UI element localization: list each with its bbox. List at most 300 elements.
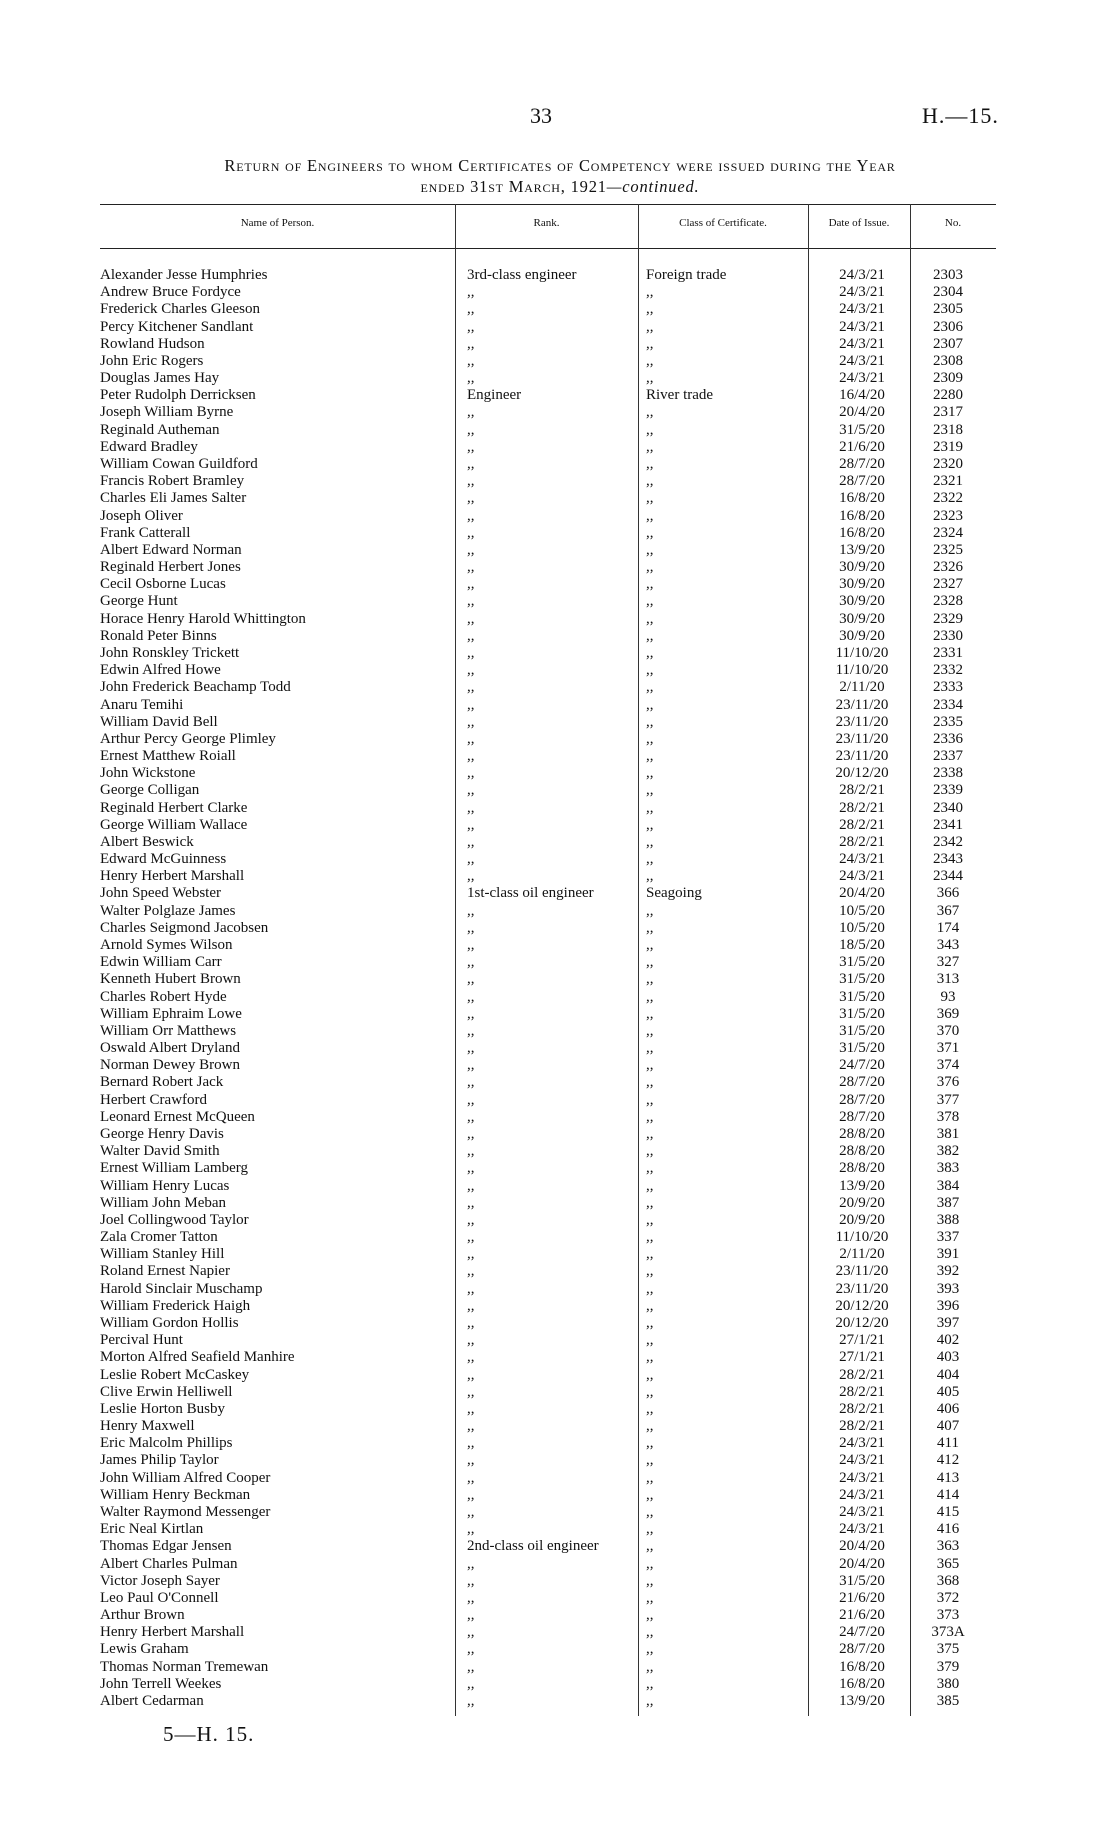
issue-date-cell: 24/3/21 [839,301,885,318]
table-row [100,971,996,988]
issue-date-cell: 16/8/20 [839,1658,885,1675]
issue-date-cell: 24/3/21 [839,267,885,283]
table-row [100,989,996,1006]
table-row [100,834,996,851]
certificate-number-cell: 2324 [933,524,963,541]
issue-date-cell: 23/11/20 [835,1263,889,1280]
person-name: Charles Robert Hyde [100,988,227,1005]
person-name: Walter David Smith [100,1143,220,1160]
issue-date-cell: 28/8/20 [839,1126,885,1142]
issue-date-cell: 11/10/20 [835,662,889,679]
issue-date-cell: 27/1/21 [839,1349,885,1366]
issue-date-cell: 24/3/21 [839,851,885,868]
certificate-number-cell: 414 [936,1486,960,1503]
table-row [100,611,996,628]
rank-cell: ,, [467,593,475,610]
person-name: Arnold Symes Wilson [100,937,233,954]
certificate-class-cell: ,, [646,541,654,558]
issue-date-cell: 20/9/20 [839,1211,885,1228]
certificate-number-cell: 402 [936,1332,960,1349]
table-row [100,1556,996,1573]
certificate-number-cell: 381 [936,1126,960,1142]
table-row [100,576,996,593]
person-name: Joseph Oliver [100,507,183,524]
certificate-class-cell: ,, [646,1400,654,1417]
issue-date-cell: 28/7/20 [839,1091,885,1108]
table-row [100,954,996,971]
person-name: Ronald Peter Binns [100,627,217,644]
person-name: William Orr Matthews [100,1022,237,1039]
person-name: Arthur Percy George Plimley [100,730,276,747]
certificate-class-cell: ,, [646,1263,654,1280]
certificate-number-cell: 373 [936,1607,960,1624]
table-row [100,1281,996,1298]
issue-date-cell: 28/2/21 [839,833,885,850]
certificate-class-cell: ,, [646,1074,654,1091]
table-row [100,301,996,318]
certificate-number-cell: 2325 [933,541,963,558]
certificate-number-cell: 411 [937,1435,959,1452]
table-row [100,1401,996,1418]
table-row [100,697,996,714]
issue-date-cell: 10/5/20 [839,919,885,936]
certificate-class-cell: ,, [646,490,654,507]
certificate-number-cell: 2326 [933,559,963,576]
table-row [100,1384,996,1401]
table-row [100,1246,996,1263]
certificate-number-cell: 376 [936,1074,960,1091]
person-name: Oswald Albert Dryland [100,1040,240,1057]
table-row [100,456,996,473]
certificate-class-cell: ,, [646,662,654,679]
issue-date-cell: 16/8/20 [839,490,885,507]
certificate-number-cell: 2318 [933,421,963,438]
certificate-number-cell: 2319 [933,438,963,455]
title-line-1: Return of Engineers to whom Certificates of Competency were issued during the Year [224,156,896,175]
certificate-class-cell: ,, [646,559,654,576]
certificate-class-cell: ,, [646,1538,654,1555]
certificate-number-cell: 2322 [933,490,963,507]
person-name: Harold Sinclair Muschamp [100,1280,263,1297]
header-no: No. [944,217,962,229]
rank-cell: ,, [467,1143,475,1160]
certificates-table [100,204,996,1716]
certificate-number-cell: 93 [940,988,956,1005]
table-row [100,817,996,834]
issue-date-cell: 21/6/20 [839,438,885,455]
certificate-class-cell: ,, [646,473,654,490]
certificate-number-cell: 2309 [933,370,963,387]
person-name: Leo Paul O'Connell [100,1589,219,1606]
certificate-class-cell: ,, [646,644,654,661]
certificate-number-cell: 2337 [933,748,963,765]
rank-cell: ,, [467,1314,475,1331]
certificate-class-cell: ,, [646,1607,654,1624]
certificate-class-cell: ,, [646,1521,654,1538]
certificate-number-cell: 363 [936,1538,960,1555]
certificate-class-cell: ,, [646,1143,654,1160]
certificate-number-cell: 385 [936,1692,960,1709]
certificate-class-cell: ,, [646,1280,654,1297]
table-row [100,851,996,868]
certificate-class-cell: ,, [646,627,654,644]
certificate-number-cell: 388 [936,1211,960,1228]
certificate-number-cell: 403 [936,1349,960,1366]
issue-date-cell: 20/12/20 [835,1314,889,1331]
issue-date-cell: 10/5/20 [839,902,885,919]
certificate-class-cell: ,, [646,1005,654,1022]
rank-cell: ,, [467,919,475,936]
issue-date-cell: 28/7/20 [839,1074,885,1091]
person-name: Edward McGuinness [100,851,227,868]
certificate-class-cell: ,, [646,868,654,885]
table-row [100,1298,996,1315]
certificate-number-cell: 413 [936,1469,960,1486]
issue-date-cell: 28/8/20 [839,1160,885,1177]
table-row [100,714,996,731]
issue-date-cell: 16/8/20 [839,524,885,541]
certificate-number-cell: 406 [936,1400,960,1417]
table-row [100,1092,996,1109]
certificate-number-cell: 2321 [933,473,963,490]
certificate-class-cell: ,, [646,1314,654,1331]
rank-cell: ,, [467,352,475,369]
person-name: Ernest Matthew Roiall [100,748,236,765]
table-row [100,1143,996,1160]
issue-date-cell: 28/7/20 [839,1108,885,1125]
person-name: Reginald Herbert Jones [100,559,241,576]
issue-date-cell: 28/2/21 [839,1400,885,1417]
rank-cell: ,, [467,1607,475,1624]
issue-date-cell: 20/9/20 [839,1194,885,1211]
person-name: Douglas James Hay [100,370,220,387]
rank-cell: ,, [467,1332,475,1349]
person-name: William Henry Lucas [100,1177,230,1194]
rank-cell: ,, [467,576,475,593]
rank-cell: ,, [467,421,475,438]
person-name: George Hunt [100,593,178,610]
rank-cell: 3rd-class engineer [467,267,577,283]
table-row [100,267,996,284]
certificate-class-cell: ,, [646,816,654,833]
person-name: Eric Malcolm Phillips [100,1435,233,1452]
issue-date-cell: 31/5/20 [839,1005,885,1022]
header-name: Name of Person. [240,217,315,229]
certificate-class-cell: ,, [646,713,654,730]
certificate-class-cell: ,, [646,971,654,988]
certificate-class-cell: ,, [646,1194,654,1211]
issue-date-cell: 30/9/20 [839,627,885,644]
certificate-class-cell: ,, [646,1452,654,1469]
rank-cell: ,, [467,507,475,524]
rank-cell: ,, [467,868,475,885]
table-row [100,1332,996,1349]
issue-date-cell: 2/11/20 [839,1246,885,1263]
rank-cell: ,, [467,1452,475,1469]
certificate-class-cell: ,, [646,1418,654,1435]
table-row [100,593,996,610]
person-name: William Henry Beckman [100,1486,251,1503]
person-name: Albert Charles Pulman [100,1555,238,1572]
person-name: Percy Kitchener Sandlant [100,318,254,335]
person-name: Bernard Robert Jack [100,1074,224,1091]
rank-cell: ,, [467,1555,475,1572]
certificate-number-cell: 327 [936,954,960,971]
issue-date-cell: 31/5/20 [839,1022,885,1039]
certificate-class-cell: ,, [646,1624,654,1641]
rank-cell: ,, [467,455,475,472]
issue-date-cell: 24/3/21 [839,370,885,387]
certificate-class-cell: ,, [646,301,654,318]
issue-date-cell: 28/7/20 [839,473,885,490]
table-row [100,1538,996,1555]
table-row [100,868,996,885]
certificate-class-cell: ,, [646,954,654,971]
certificate-number-cell: 2320 [933,455,963,472]
table-row [100,525,996,542]
certificate-class-cell: ,, [646,1572,654,1589]
rank-cell: ,, [467,1641,475,1658]
certificate-class-cell: ,, [646,1503,654,1520]
person-name: Norman Dewey Brown [100,1057,240,1074]
table-row [100,1659,996,1676]
certificate-class-cell: River trade [646,387,714,404]
rank-cell: ,, [467,662,475,679]
rank-cell: ,, [467,1229,475,1246]
person-name: George William Wallace [100,816,248,833]
rank-cell: ,, [467,902,475,919]
issue-date-cell: 13/9/20 [839,1692,885,1709]
issue-date-cell: 13/9/20 [839,541,885,558]
certificate-class-cell: ,, [646,524,654,541]
table-row [100,1435,996,1452]
certificate-class-cell: ,, [646,318,654,335]
issue-date-cell: 30/9/20 [839,576,885,593]
issue-date-cell: 24/3/21 [839,1452,885,1469]
table-row [100,490,996,507]
certificate-class-cell: ,, [646,833,654,850]
certificate-number-cell: 337 [936,1229,960,1246]
table-row [100,559,996,576]
issue-date-cell: 24/3/21 [839,1503,885,1520]
certificate-number-cell: 378 [936,1108,960,1125]
certificate-number-cell: 370 [936,1022,960,1039]
header-rank: Rank. [533,217,560,229]
table-row [100,1624,996,1641]
person-name: Walter Raymond Messenger [100,1503,271,1520]
rank-cell: ,, [467,696,475,713]
certificate-class-cell: ,, [646,1160,654,1177]
rank-cell: ,, [467,370,475,387]
certificate-class-cell: ,, [646,696,654,713]
certificate-number-cell: 397 [936,1314,960,1331]
issue-date-cell: 30/9/20 [839,593,885,610]
rank-cell: ,, [467,644,475,661]
issue-date-cell: 23/11/20 [835,713,889,730]
issue-date-cell: 30/9/20 [839,610,885,627]
certificate-class-cell: Seagoing [646,885,702,902]
person-name: William Frederick Haigh [100,1297,251,1314]
issue-date-cell: 13/9/20 [839,1177,885,1194]
rank-cell: ,, [467,748,475,765]
issue-date-cell: 23/11/20 [835,748,889,765]
rank-cell: ,, [467,988,475,1005]
person-name: Albert Edward Norman [100,541,242,558]
certificate-number-cell: 2328 [933,593,963,610]
table-row [100,319,996,336]
rank-cell: ,, [467,1366,475,1383]
certificate-number-cell: 2280 [933,387,963,404]
table-row [100,1487,996,1504]
certificate-class-cell: Foreign trade [646,267,727,283]
person-name: John Terrell Weekes [100,1675,222,1692]
table-row [100,1178,996,1195]
certificate-number-cell: 384 [936,1177,960,1194]
table-row [100,1504,996,1521]
certificate-number-cell: 366 [936,885,960,902]
rank-cell: 2nd-class oil engineer [467,1538,599,1555]
issue-date-cell: 23/11/20 [835,1280,889,1297]
person-name: Walter Polglaze James [100,902,236,919]
rank-cell: ,, [467,284,475,301]
person-name: William Gordon Hollis [100,1314,239,1331]
issue-date-cell: 24/3/21 [839,335,885,352]
table-row [100,439,996,456]
rank-cell: ,, [467,1280,475,1297]
rank-cell: ,, [467,1091,475,1108]
issue-date-cell: 28/7/20 [839,455,885,472]
person-name: Rowland Hudson [100,335,205,352]
certificate-number-cell: 377 [936,1091,960,1108]
rank-cell: ,, [467,971,475,988]
certificate-number-cell: 2306 [933,318,963,335]
rank-cell: ,, [467,833,475,850]
header-class: Class of Certificate. [679,217,767,229]
certificate-class-cell: ,, [646,1246,654,1263]
person-name: William Cowan Guildford [100,455,258,472]
table-row [100,1229,996,1246]
certificate-class-cell: ,, [646,919,654,936]
rank-cell: ,, [467,782,475,799]
certificate-number-cell: 368 [936,1572,960,1589]
person-name: William David Bell [100,713,218,730]
table-row [100,1641,996,1658]
certificate-number-cell: 174 [936,919,960,936]
person-name: Edward Bradley [100,438,198,455]
rank-cell: ,, [467,1418,475,1435]
certificate-class-cell: ,, [646,1555,654,1572]
rank-cell: ,, [467,1589,475,1606]
certificate-number-cell: 393 [936,1280,960,1297]
certificate-number-cell: 367 [936,902,960,919]
table-row [100,645,996,662]
table-row [100,1676,996,1693]
person-name: Joseph William Byrne [100,404,234,421]
rank-cell: ,, [467,1126,475,1142]
issue-date-cell: 24/3/21 [839,352,885,369]
series-code: H.—15. [922,103,999,128]
person-name: George Henry Davis [100,1126,224,1142]
table-row [100,920,996,937]
certificate-number-cell: 2342 [933,833,963,850]
issue-date-cell: 24/3/21 [839,318,885,335]
issue-date-cell: 24/3/21 [839,1469,885,1486]
issue-date-cell: 11/10/20 [835,644,889,661]
issue-date-cell: 28/2/21 [839,799,885,816]
certificate-number-cell: 2339 [933,782,963,799]
issue-date-cell: 23/11/20 [835,730,889,747]
certificate-class-cell: ,, [646,988,654,1005]
table-row [100,1418,996,1435]
title-continued: —continued. [606,177,700,196]
issue-date-cell: 24/3/21 [839,1486,885,1503]
table-row [100,800,996,817]
certificate-class-cell: ,, [646,1332,654,1349]
certificate-number-cell: 2305 [933,301,963,318]
person-name: Alexander Jesse Humphries [100,267,268,283]
table-row [100,1315,996,1332]
rank-cell: ,, [467,1383,475,1400]
person-name: John Frederick Beachamp Todd [100,679,291,696]
certificate-class-cell: ,, [646,404,654,421]
table-row [100,1040,996,1057]
rank-cell: ,, [467,404,475,421]
person-name: Lewis Graham [100,1641,189,1658]
rank-cell: ,, [467,1675,475,1692]
rank-cell: ,, [467,1263,475,1280]
certificate-number-cell: 2317 [933,404,963,421]
table-row [100,885,996,902]
certificate-number-cell: 405 [936,1383,960,1400]
issue-date-cell: 16/4/20 [839,387,885,404]
table-row [100,1452,996,1469]
certificate-number-cell: 2340 [933,799,963,816]
person-name: Leslie Horton Busby [100,1400,225,1417]
certificate-number-cell: 2332 [933,662,963,679]
certificate-number-cell: 2303 [933,267,963,283]
certificate-number-cell: 415 [936,1503,960,1520]
certificate-class-cell: ,, [646,1057,654,1074]
rank-cell: ,, [467,473,475,490]
rank-cell: ,, [467,559,475,576]
issue-date-cell: 24/3/21 [839,868,885,885]
person-name: Leslie Robert McCaskey [100,1366,250,1383]
issue-date-cell: 31/5/20 [839,421,885,438]
table-row [100,731,996,748]
issue-date-cell: 30/9/20 [839,559,885,576]
issue-date-cell: 31/5/20 [839,1572,885,1589]
person-name: William Stanley Hill [100,1246,225,1263]
certificate-number-cell: 2304 [933,284,963,301]
certificate-number-cell: 392 [936,1263,960,1280]
person-name: Joel Collingwood Taylor [100,1211,249,1228]
rank-cell: Engineer [467,387,522,404]
issue-date-cell: 31/5/20 [839,954,885,971]
issue-date-cell: 24/7/20 [839,1624,885,1641]
certificate-class-cell: ,, [646,1469,654,1486]
person-name: Andrew Bruce Fordyce [100,284,241,301]
table-row [100,1212,996,1229]
certificate-number-cell: 407 [936,1418,960,1435]
certificate-class-cell: ,, [646,507,654,524]
person-name: Horace Henry Harold Whittington [100,610,306,627]
issue-date-cell: 20/12/20 [835,765,889,782]
certificate-class-cell: ,, [646,748,654,765]
certificate-number-cell: 2331 [933,644,963,661]
issue-date-cell: 21/6/20 [839,1589,885,1606]
table-row [100,1607,996,1624]
table-row [100,765,996,782]
